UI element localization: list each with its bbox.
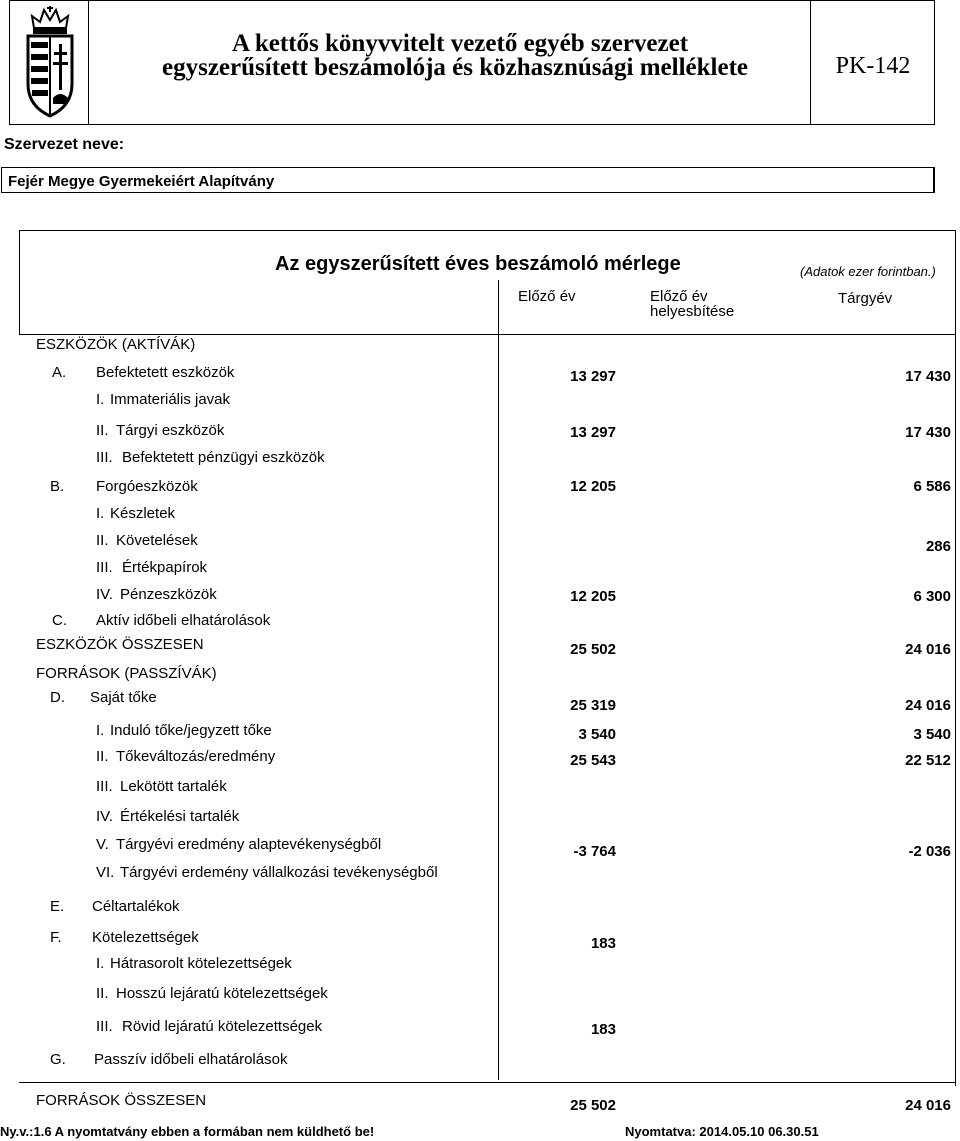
row-text: Lekötött tartalék <box>120 778 227 795</box>
value-current: 17 430 <box>905 368 951 385</box>
row-text: Értékelési tartalék <box>120 808 240 825</box>
col-header-correction-1: Előző év <box>650 288 708 305</box>
row-label <box>96 722 272 739</box>
org-name-label: Szervezet neve: <box>4 136 125 153</box>
row-text: Induló tőke/jegyzett tőke <box>110 722 272 739</box>
value-current: -2 036 <box>908 843 951 860</box>
row-text: Forgóeszközök <box>96 478 198 495</box>
row-label <box>96 778 227 795</box>
row-label <box>96 955 292 972</box>
col-header-prev: Előző év <box>518 288 576 305</box>
row-mark: I. <box>96 722 105 739</box>
row-label <box>50 478 198 495</box>
row-text: FORRÁSOK (PASSZÍVÁK) <box>36 665 217 682</box>
table-border-left-upper <box>19 230 20 335</box>
row-mark: II. <box>96 985 109 1002</box>
value-prev: 13 297 <box>570 424 616 441</box>
row-label <box>50 1051 287 1068</box>
row-mark: B. <box>50 478 65 495</box>
row-mark: III. <box>96 559 113 576</box>
value-current: 22 512 <box>905 752 951 769</box>
value-prev: 13 297 <box>570 368 616 385</box>
table-border-right <box>955 230 956 1086</box>
row-mark: VI. <box>96 864 115 881</box>
row-label <box>96 864 438 881</box>
row-label <box>96 586 217 603</box>
row-mark: II. <box>96 532 109 549</box>
header-border-bottom <box>9 124 935 125</box>
row-label <box>96 532 198 549</box>
value-prev: 3 540 <box>578 726 616 743</box>
row-text: Kötelezettségek <box>92 929 199 946</box>
row-text: Készletek <box>110 505 176 522</box>
row-text: Tárgyévi eredmény alaptevékenységből <box>116 836 382 853</box>
row-text: ESZKÖZÖK ÖSSZESEN <box>36 636 204 653</box>
header-logo-divider <box>88 0 89 125</box>
value-current: 3 540 <box>913 726 951 743</box>
value-prev: 12 205 <box>570 478 616 495</box>
row-text: Rövid lejáratú kötelezettségek <box>122 1018 323 1035</box>
row-mark: I. <box>96 505 105 522</box>
header-border-top <box>9 0 935 1</box>
value-current: 286 <box>925 538 951 555</box>
coat-of-arms-icon <box>22 6 78 118</box>
row-label <box>96 391 230 408</box>
table-border-top <box>19 230 956 231</box>
row-label <box>96 559 207 576</box>
row-mark: D. <box>50 689 65 706</box>
row-mark: IV. <box>96 586 113 603</box>
row-text: Saját tőke <box>90 689 157 706</box>
row-label <box>36 665 217 682</box>
row-label <box>36 636 204 653</box>
table-bottom-rule <box>19 1082 956 1083</box>
row-mark: G. <box>50 1051 66 1068</box>
row-mark: III. <box>96 778 113 795</box>
row-text: Befektetett eszközök <box>96 364 235 381</box>
value-prev: 12 205 <box>570 588 616 605</box>
header-border-left <box>9 0 10 125</box>
balance-title: Az egyszerűsített éves beszámoló mérlege <box>275 253 681 275</box>
row-mark: II. <box>96 422 109 439</box>
row-label <box>96 449 325 466</box>
row-label <box>96 808 239 825</box>
value-current: 17 430 <box>905 424 951 441</box>
value-prev: 25 502 <box>570 641 616 658</box>
value-prev: 183 <box>590 1021 616 1038</box>
row-text: Követelések <box>116 532 198 549</box>
value-current: 6 300 <box>913 588 951 605</box>
row-mark: III. <box>96 1018 113 1035</box>
row-text: Értékpapírok <box>122 559 208 576</box>
row-label <box>96 836 381 853</box>
header-title-line1: A kettős könyvvitelt vezető egyéb szervezet <box>231 30 689 57</box>
value-prev: 25 502 <box>570 1097 616 1114</box>
row-label <box>52 364 234 381</box>
value-prev: 183 <box>590 935 616 952</box>
row-mark: I. <box>96 391 105 408</box>
footer-print-date: Nyomtatva: 2014.05.10 06.30.51 <box>625 1124 819 1139</box>
header-code-divider <box>810 0 811 125</box>
col-header-correction-2: helyesbítése <box>650 303 735 320</box>
value-prev: -3 764 <box>573 843 616 860</box>
row-text: Tárgyévi erdemény vállalkozási tevékenységből <box>120 864 438 881</box>
row-text: Tőkeváltozás/eredmény <box>116 748 276 765</box>
row-label <box>96 1018 322 1035</box>
value-prev: 25 543 <box>570 752 616 769</box>
row-label <box>50 689 157 706</box>
row-text: Befektetett pénzügyi eszközök <box>122 449 325 466</box>
unit-note: (Adatok ezer forintban.) <box>800 264 936 279</box>
col-header-current: Tárgyév <box>838 290 893 307</box>
row-label <box>50 898 180 915</box>
row-text: ESZKÖZÖK (AKTÍVÁK) <box>36 336 196 353</box>
row-label <box>96 505 175 522</box>
row-label <box>50 929 199 946</box>
row-mark: II. <box>96 748 109 765</box>
row-text: Hosszú lejáratú kötelezettségek <box>116 985 328 1002</box>
row-text: Aktív időbeli elhatárolások <box>96 612 271 629</box>
value-current: 24 016 <box>905 697 951 714</box>
row-label <box>96 748 275 765</box>
row-label <box>36 1092 206 1109</box>
header-title-line2: egyszerűsített beszámolója és közhasznúsági melléklete <box>162 54 748 81</box>
row-text: Immateriális javak <box>110 391 231 408</box>
row-text: FORRÁSOK ÖSSZESEN <box>36 1092 207 1109</box>
table-header-bottom <box>19 334 956 335</box>
coat-of-arms-logo <box>22 6 78 118</box>
header-border-right <box>934 0 935 125</box>
row-mark: III. <box>96 449 113 466</box>
row-mark: E. <box>50 898 65 915</box>
value-current: 24 016 <box>905 1097 951 1114</box>
row-text: Pénzeszközök <box>120 586 217 603</box>
row-text: Tárgyi eszközök <box>116 422 225 439</box>
row-mark: I. <box>96 955 105 972</box>
value-current: 24 016 <box>905 641 951 658</box>
row-mark: C. <box>52 612 67 629</box>
row-text: Hátrasorolt kötelezettségek <box>110 955 292 972</box>
value-current: 6 586 <box>913 478 951 495</box>
org-name-value: Fejér Megye Gyermekeiért Alapítvány <box>8 173 275 190</box>
table-col-divider <box>498 280 499 1080</box>
row-label <box>36 336 195 353</box>
row-mark: F. <box>50 929 62 946</box>
row-mark: V. <box>96 836 109 853</box>
row-label <box>52 612 270 629</box>
footer-version-note: Ny.v.:1.6 A nyomtatvány ebben a formában nem küldhető be! <box>0 1124 375 1139</box>
row-mark: IV. <box>96 808 113 825</box>
row-label <box>96 422 224 439</box>
value-prev: 25 319 <box>570 697 616 714</box>
row-text: Passzív időbeli elhatárolások <box>94 1051 288 1068</box>
row-label <box>96 985 328 1002</box>
form-code: PK-142 <box>835 53 911 79</box>
row-mark: A. <box>52 364 67 381</box>
row-text: Céltartalékok <box>92 898 180 915</box>
